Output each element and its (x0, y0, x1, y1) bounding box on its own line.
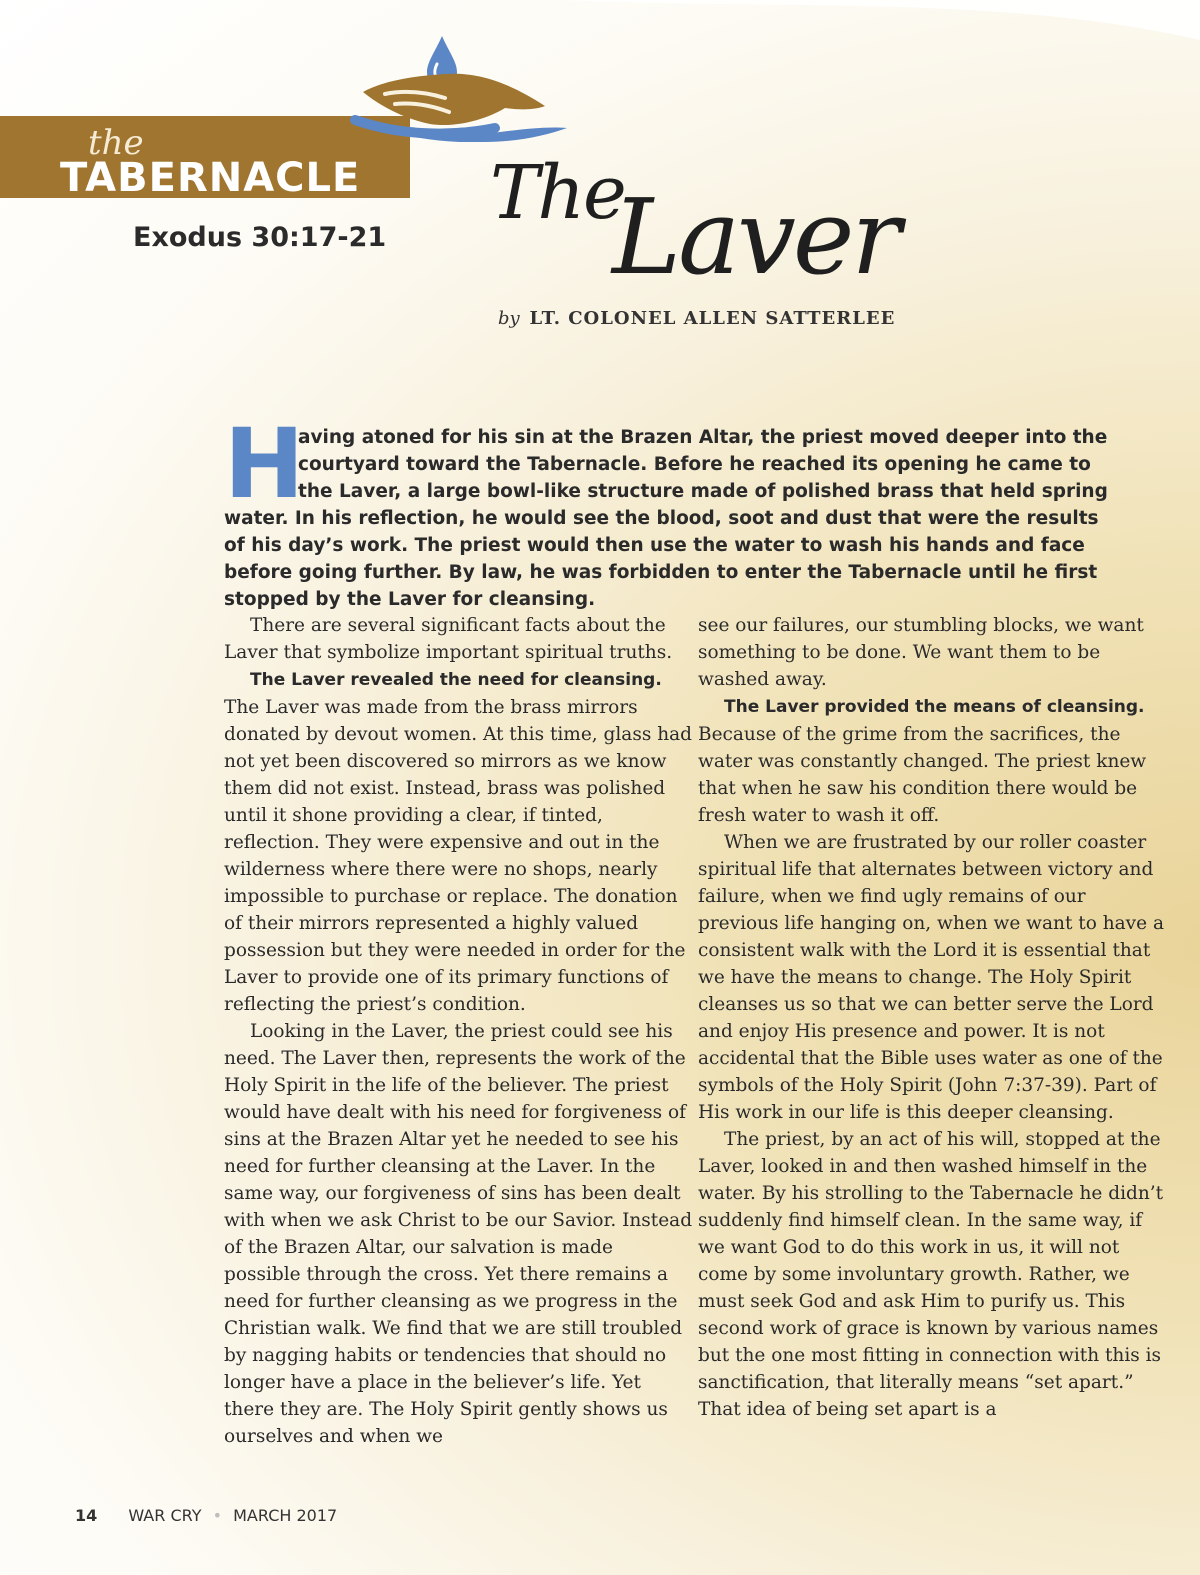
publication-name: WAR CRY (128, 1506, 202, 1525)
scripture-reference: Exodus 30:17-21 (133, 222, 387, 253)
footer-separator: • (212, 1506, 223, 1525)
hand-with-water-drop-icon (345, 30, 570, 142)
top-swoosh-decoration (0, 0, 1200, 120)
drop-cap: H (224, 408, 305, 520)
author-name: LT. COLONEL ALLEN SATTERLEE (529, 308, 896, 329)
body-column-left (224, 612, 694, 1450)
paragraph: When we are frustrated by our roller coaster spiritual life that alternates between victory and failure, when we find ugly remains of our previous life hanging on, when we want to have a consistent walk with the Lord it is essential that we have the means to change. The Holy Spirit cleanses us so that we can better serve the Lord and enjoy His presence and power. It is not accidental that the Bible uses water as one of the symbols of the Holy Spirit (John 7:37-39). Part of His work in our life is this deeper cleansing. (698, 832, 1164, 1123)
section-name-label: TABERNACLE (60, 155, 361, 201)
subhead-paragraph (698, 693, 1168, 721)
title-the: The (490, 150, 625, 236)
paragraph: see our failures, our stumbling blocks, we want something to be done. We want them to be washed away. (698, 615, 1144, 690)
section-lead-heading: The Laver revealed the need for cleansing. (250, 670, 662, 690)
section-lead-heading: The Laver provided the means of cleansing. (724, 697, 1145, 717)
paragraph: The Laver was made from the brass mirrors donated by devout women. At this time, glass had not yet been discovered so mirrors as we know them did not exist. Instead, brass was polished until it shone providing a clear, if tinted, reflection. They were expensive and out in the wilderness where there were no shops, nearly impossible to purchase or replace. The donation of their mirrors represented a highly valued possession but they were needed in order for the Laver to provide one of its primary functions of reflecting the priest’s condition. (224, 697, 692, 1015)
byline (498, 308, 895, 329)
paragraph: There are several significant facts about the Laver that symbolize important spiritual truths. (224, 615, 673, 663)
intro-text: aving atoned for his sin at the Brazen Altar, the priest moved deeper into the courtyard toward the Tabernacle. Before he reached its opening he came to the Laver, a large bowl-like structure made of polished brass that held spring water. In his reflection, he would see the blood, soot and dust that were the results of his day’s work. The priest would then use the water to wash his hands and face before going further. By law, he was forbidden to enter the Tabernacle until he first stopped by the Laver for cleansing. (224, 427, 1108, 610)
intro-paragraph (224, 408, 1124, 613)
subhead-paragraph (224, 666, 694, 694)
issue-date: MARCH 2017 (233, 1506, 338, 1525)
body-column-right (698, 612, 1168, 1423)
page-footer (75, 1506, 337, 1525)
paragraph: The priest, by an act of his will, stopped at the Laver, looked in and then washed himself in the water. By his strolling to the Tabernacle he didn’t suddenly find himself clean. In the same way, if we want God to do this work in us, it will not come by some involuntary growth. Rather, we must seek God and ask Him to purify us. This second work of grace is known by various names but the one most fitting in connection with this is sanctification, that literally means “set apart.” That idea of being set apart is a (698, 1129, 1164, 1420)
section-the-label: the (88, 123, 144, 163)
paragraph: Looking in the Laver, the priest could see his need. The Laver then, represents the work of the Holy Spirit in the life of the believer. The priest would have dealt with his need for forgiveness of sins at the Brazen Altar yet he needed to see his need for further cleansing at the Laver. In the same way, our forgiveness of sins has been dealt with when we ask Christ to be our Savior. Instead of the Brazen Altar, our salvation is made possible through the cross. Yet there remains a need for further cleansing as we progress in the Christian walk. We find that we are still troubled by nagging habits or tendencies that should no longer have a place in the believer’s life. Yet there they are. The Holy Spirit gently shows us ourselves and when we (224, 1021, 693, 1447)
byline-by: by (498, 308, 520, 329)
page-title: Laver (612, 176, 899, 298)
paragraph: Because of the grime from the sacrifices, the water was constantly changed. The priest knew that when he saw his condition there would be fresh water to wash it off. (698, 724, 1147, 826)
page-number: 14 (75, 1506, 98, 1525)
